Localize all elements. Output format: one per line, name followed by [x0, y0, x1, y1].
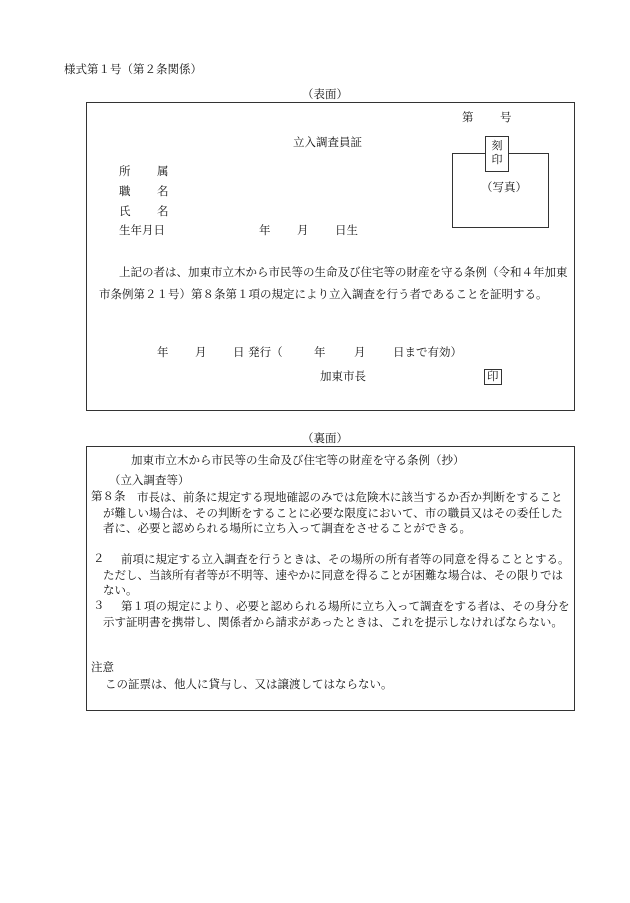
field-birth-month: 月 — [297, 223, 309, 237]
certification-text: 上記の者は、加東市立木から市民等の生命及び住宅等の財産を守る条例（令和４年加東市条例第２１号）第８条第１項の規定により立入調査を行う者であることを証明する。 — [99, 265, 568, 301]
field-birth-day: 日生 — [335, 223, 358, 237]
note-title: 注意 — [91, 660, 114, 674]
issue-year: 年 — [157, 345, 169, 359]
back-label: （裏面） — [302, 431, 348, 445]
valid-until: 日まで有効） — [393, 345, 462, 359]
article8-text: 市長は、前条に規定する現地確認のみでは危険木に該当するか否か判断をすることが難しい場合は、その判断をすることに必要な限度において、市の職員又はその委任した者に、必要と認められる場所に立ち入って調査をさせることができる。 — [103, 490, 563, 535]
emboss-seal-box — [485, 136, 509, 172]
item2-label: ２ — [93, 551, 105, 565]
field-affiliation-a: 所 — [119, 164, 131, 178]
card-title: 立入調査員証 — [293, 135, 362, 149]
front-label: （表面） — [302, 87, 348, 101]
mayor-title: 加東市長 — [320, 369, 366, 383]
field-birth-year: 年 — [259, 223, 271, 237]
section-subheading: （立入調査等） — [109, 473, 190, 487]
number-label-go: 号 — [500, 110, 512, 124]
form-number: 様式第１号（第２条関係） — [64, 62, 202, 76]
field-affiliation-b: 属 — [157, 164, 169, 178]
item3-text: 第１項の規定により、必要と認められる場所に立ち入って調査をする者は、その身分を示す証明書を携帯し、関係者から請求があったときは、これを提示しなければならない。 — [103, 599, 570, 629]
valid-month: 月 — [354, 345, 366, 359]
item2-text: 前項に規定する立入調査を行うときは、その場所の所有者等の同意を得ることとする。ただし、当該所有者等が不明等、速やかに同意を得ることが困難な場合は、その限りではない。 — [103, 552, 570, 597]
back-card — [86, 446, 575, 711]
photo-label: （写真） — [481, 180, 527, 194]
ordinance-heading: 加東市立木から市民等の生命及び住宅等の財産を守る条例（抄） — [131, 453, 465, 467]
mayor-seal: 印 — [484, 369, 502, 385]
item3-label: ３ — [93, 598, 105, 612]
field-name-b: 名 — [157, 204, 169, 218]
number-label-dai: 第 — [462, 110, 474, 124]
field-position-a: 職 — [119, 184, 131, 198]
valid-year: 年 — [314, 345, 326, 359]
issue-day-issued: 日 発行（ — [233, 345, 283, 359]
emboss-seal-text: 刻 印 — [491, 139, 503, 166]
field-name-a: 氏 — [119, 204, 131, 218]
field-birthdate-label: 生年月日 — [119, 223, 165, 237]
issue-month: 月 — [195, 345, 207, 359]
front-card — [86, 102, 575, 411]
note-text: この証票は、他人に貸与し、又は譲渡してはならない。 — [105, 677, 393, 691]
field-position-b: 名 — [157, 184, 169, 198]
article8-label: 第８条 — [91, 489, 126, 503]
